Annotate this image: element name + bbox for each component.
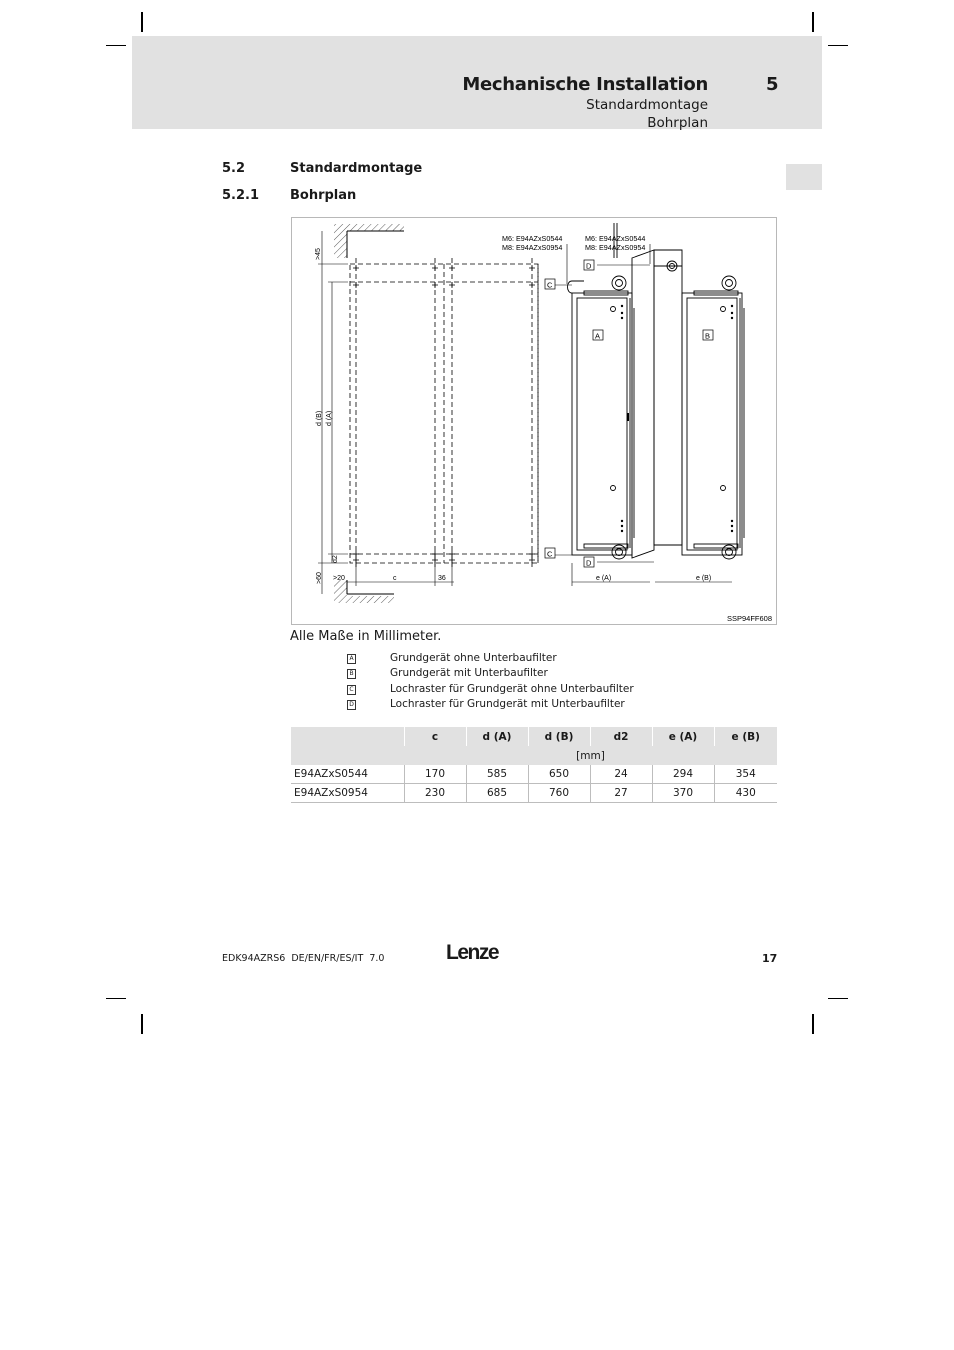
drilling-grid <box>350 258 538 568</box>
legend-key: C <box>347 685 356 695</box>
header-subtitle-1: Standardmontage <box>586 97 708 113</box>
table-row <box>291 784 777 803</box>
table-header-cell: d2 <box>590 727 652 746</box>
dimension-lines <box>318 231 732 594</box>
table-cell: 230 <box>404 784 466 803</box>
callout-c: C <box>547 280 553 290</box>
drilling-plan-drawing <box>292 218 778 626</box>
crop-mark <box>828 45 848 46</box>
table-cell: 294 <box>652 765 714 784</box>
screw-label: M8: E94AZxS0954 <box>585 243 646 252</box>
table-cell: 650 <box>528 765 590 784</box>
legend-text: Grundgerät ohne Unterbaufilter <box>390 652 557 664</box>
dimensions-table <box>291 727 777 803</box>
page-number: 17 <box>762 952 778 965</box>
table-cell: 685 <box>466 784 528 803</box>
table-cell: 430 <box>714 784 777 803</box>
table-header-cell: c <box>404 727 466 746</box>
figure-caption: Alle Maße in Millimeter. <box>290 629 442 644</box>
table-cell: E94AZxS0954 <box>291 784 404 803</box>
table-header-cell: e (B) <box>714 727 777 746</box>
dim-e-b: e (B) <box>696 575 712 582</box>
legend-text: Lochraster für Grundgerät ohne Unterbaufilter <box>390 682 634 695</box>
table-cell: 27 <box>590 784 652 803</box>
table-row <box>291 765 777 784</box>
callout-a: A <box>595 331 601 341</box>
crop-mark <box>106 45 126 46</box>
crop-mark <box>828 998 848 999</box>
device-a-drawing <box>568 276 635 559</box>
table-header-cell <box>291 727 404 765</box>
crop-mark <box>812 1014 814 1034</box>
legend-key: A <box>347 654 356 664</box>
device-b-drawing <box>614 223 744 559</box>
chapter-side-tab <box>786 164 822 190</box>
dim-d2: d2 <box>332 555 339 563</box>
dim-e-a: e (A) <box>596 575 612 582</box>
section-number: 5.2 <box>222 161 246 176</box>
table-header-cell: d (A) <box>466 727 528 746</box>
table-cell: 585 <box>466 765 528 784</box>
dim-d-b: d (B) <box>316 410 323 426</box>
table-cell: 760 <box>528 784 590 803</box>
subsection-title: Bohrplan <box>290 188 357 203</box>
legend-text: Grundgerät mit Unterbaufilter <box>390 667 548 680</box>
callout-c: C <box>547 549 553 559</box>
table-cell: 354 <box>714 765 777 784</box>
crop-mark <box>812 12 814 32</box>
crop-mark <box>106 998 126 999</box>
lenze-logo: Lenze <box>446 941 499 964</box>
dim-side-clearance: >20 <box>333 575 345 582</box>
dim-pitch: 36 <box>438 575 446 582</box>
legend-key: B <box>347 669 356 679</box>
dim-top-clearance: >45 <box>315 248 322 260</box>
dim-c: c <box>393 575 397 582</box>
figure-id: SSP94FF608 <box>727 614 773 623</box>
drilling-plan-figure <box>291 217 777 625</box>
footer-document-id: EDK94AZRS6 DE/EN/FR/ES/IT 7.0 <box>222 953 385 964</box>
dim-bottom-clearance: >60 <box>316 572 323 584</box>
table-cell: E94AZxS0544 <box>291 765 404 784</box>
table-header-cell: d (B) <box>528 727 590 746</box>
wall-hatching <box>334 224 404 603</box>
table-cell: 370 <box>652 784 714 803</box>
device-a-details <box>621 305 623 532</box>
chapter-number: 5 <box>766 74 779 95</box>
header-subtitle-2: Bohrplan <box>647 115 708 131</box>
device-b-details <box>627 305 733 532</box>
section-title: Standardmontage <box>290 161 423 176</box>
crop-mark <box>141 1014 143 1034</box>
subsection-number: 5.2.1 <box>222 188 260 203</box>
table-unit: [mm] <box>404 746 777 765</box>
hole-markers <box>353 265 535 563</box>
table-header-row <box>291 727 777 746</box>
screw-label: M8: E94AZxS0954 <box>502 243 563 252</box>
legend-key: D <box>347 700 356 710</box>
callout-d: D <box>586 558 592 568</box>
dim-d-a: d (A) <box>326 410 333 426</box>
table-cell: 170 <box>404 765 466 784</box>
leader-lines <box>552 244 654 562</box>
legend-text: Lochraster für Grundgerät mit Unterbaufilter <box>390 697 625 710</box>
callout-b: B <box>705 331 711 341</box>
table-header-cell: e (A) <box>652 727 714 746</box>
crop-mark <box>141 12 143 32</box>
chapter-title: Mechanische Installation <box>462 74 708 95</box>
table-cell: 24 <box>590 765 652 784</box>
screw-label: M6: E94AZxS0544 <box>502 234 563 243</box>
callout-d: D <box>586 261 592 271</box>
screw-label: M6: E94AZxS0544 <box>585 234 646 243</box>
